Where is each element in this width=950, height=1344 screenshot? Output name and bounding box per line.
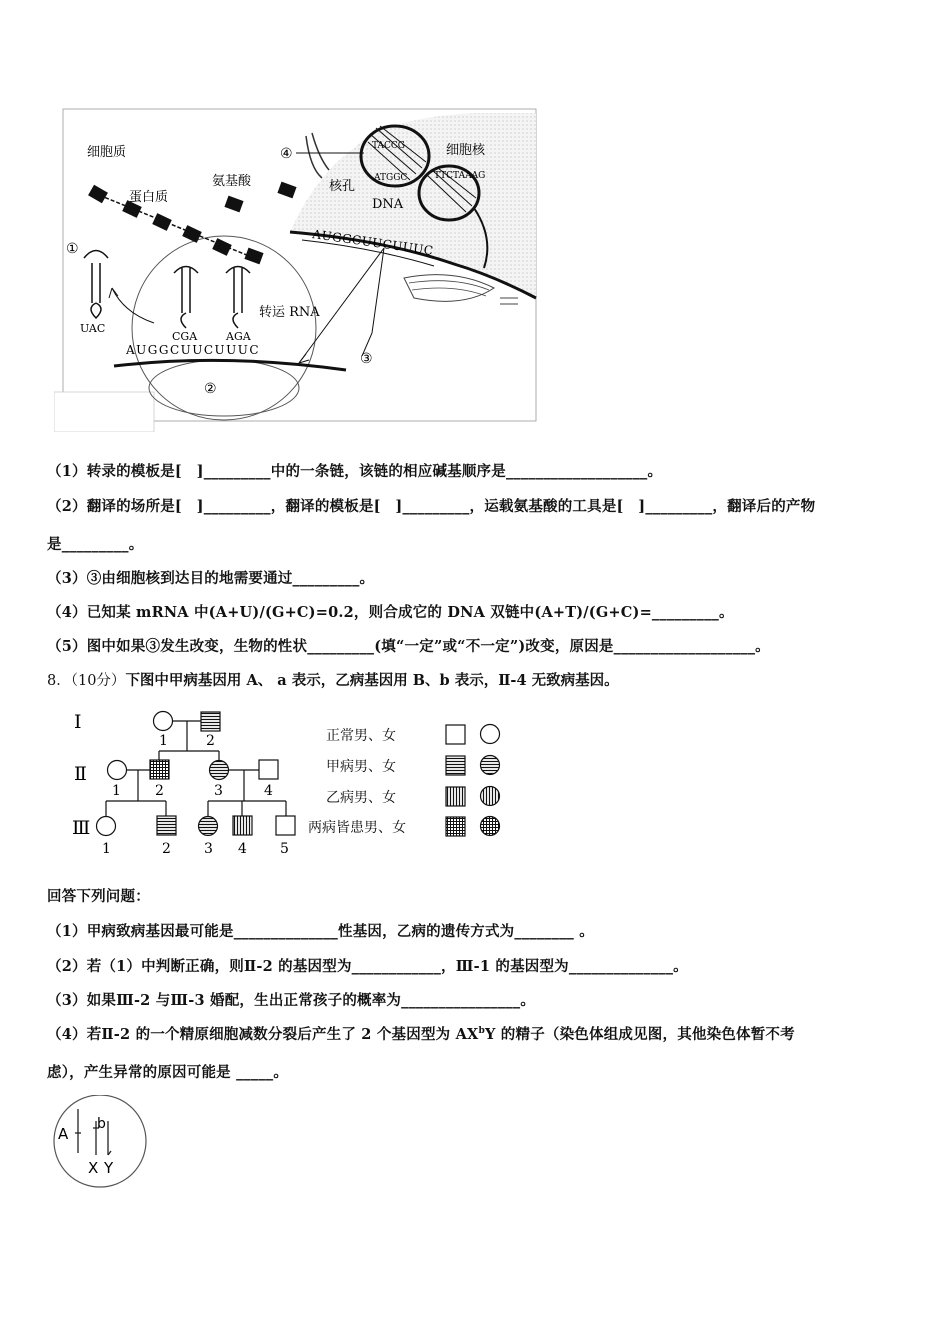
gen2-male-2 [150,760,169,779]
q8-number: 8．（10分） [47,673,126,689]
label-trna: 转运 RNA [259,305,320,320]
gen2-female-3 [210,761,229,780]
gen3-male-5 [276,816,295,835]
dna-bases-3: TTCTAAAG [434,171,486,181]
gen3-num-4: 4 [238,841,247,857]
gen1-female-1 [154,712,173,731]
gen-label-1: Ⅰ [74,711,82,733]
transcription-translation-figure [54,108,538,432]
gene-b-label: b [97,1116,106,1132]
gen2-num-4: 4 [264,783,273,799]
q8-sub4-sup: b [478,1026,485,1037]
legend-disease-a-female [481,756,500,775]
gene-a-label: A [58,1125,69,1143]
label-dna: DNA [372,197,404,212]
gen3-num-5: 5 [280,841,289,857]
gen3-female-1 [97,817,116,836]
q8-stem [47,669,619,690]
label-protein: 蛋白质 [129,190,169,205]
q7-sub2-cont: 是_________。 [47,536,144,553]
svg-text:AGA: AGA [226,330,251,343]
q8-sub4-cont: 虑），产生异常的原因可能是 _____。 [47,1064,289,1081]
q7-sub1: （1）转录的模板是[ ]_________中的一条链，该链的相应碱基顺序是___________________。 [47,463,663,480]
gen3-num-3: 3 [204,841,213,857]
gen2-female-1 [108,761,127,780]
legend-disease-a-male [446,756,465,775]
legend-both-male [446,817,465,836]
label-nucleus: 细胞核 [446,143,486,158]
q8-sub1: （1）甲病致病基因最可能是______________性基因，乙病的遗传方式为________ 。 [47,923,594,940]
gen1-male-2 [201,712,220,731]
gen1-num-1: 1 [159,733,168,749]
q8-stem-text: 下图中甲病基因用 A、 a 表示，乙病基因用 B、b 表示，Ⅱ-4 无致病基因。 [125,672,619,689]
legend-label-normal: 正常男、女 [326,728,396,744]
gen3-num-2: 2 [162,841,171,857]
mark-3: ③ [360,351,373,367]
gen3-num-1: 1 [102,841,111,857]
q8-sub4-part1: （4）若Ⅱ-2 的一个精原细胞减数分裂后产生了 2 个基因型为 AX [47,1026,479,1043]
gen2-num-1: 1 [112,783,121,799]
gen-label-2: Ⅱ [74,763,87,785]
q8-sub4-part2: Y 的精子（染色体组成见图，其他染色体暂不考 [485,1026,795,1043]
gen3-male-2 [157,816,176,835]
svg-text:CGA: CGA [172,330,198,343]
label-nuclear-pore: 核孔 [329,179,356,194]
legend-disease-b-female [481,787,500,806]
legend-both-female [481,817,500,836]
q7-sub2: （2）翻译的场所是[ ]_________，翻译的模板是[ ]_________，运载氨基酸的工具是[ ]_________，翻译后的产物 [47,498,816,515]
q8-sub3: （3）如果Ⅲ-2 与Ⅲ-3 婚配，生出正常孩子的概率为________________。 [47,992,536,1009]
label-amino-acid: 氨基酸 [212,174,252,189]
q7-sub5: （5）图中如果③发生改变，生物的性状_________(填“一定”或“不一定”)改变，原因是___________________。 [47,638,770,655]
q7-sub4: （4）已知某 mRNA 中(A+U)/(G+C)=0.2，则合成它的 DNA 双链中(A+T)/(G+C)=_________。 [47,604,734,621]
legend-normal-female [481,725,500,744]
mark-1: ① [66,241,79,257]
mark-2: ② [204,381,217,397]
gen3-male-4 [233,816,252,835]
gen2-male-4 [259,760,278,779]
gen-label-3: Ⅲ [72,817,91,839]
legend-label-both: 两病皆患男、女 [308,820,406,836]
svg-text:UAC: UAC [80,322,106,335]
dna-bases-2: ATGGC [374,173,408,183]
legend-normal-male [446,725,465,744]
mrna-cytoplasm: AUGGCUUCUUUC [126,343,261,357]
legend-label-disease-b: 乙病男、女 [326,790,396,806]
gen2-num-2: 2 [155,783,164,799]
legend-label-disease-a: 甲病男、女 [326,759,396,775]
mrna-nucleus: AUGGCUUCUUUC [311,227,435,258]
gen1-num-2: 2 [206,733,215,749]
dna-bases-1: TACCG [372,141,405,151]
label-cytoplasm: 细胞质 [87,145,127,160]
legend-disease-b-male [446,787,465,806]
chrom-x-label: X [88,1159,99,1177]
chrom-y-label: Y [104,1159,114,1177]
q7-sub3: （3）③由细胞核到达目的地需要通过_________。 [47,570,375,587]
q8-sub2: （2）若（1）中判断正确，则Ⅱ-2 的基因型为____________，Ⅲ-1 的基因型为______________。 [47,958,688,975]
q8-answer-intro: 回答下列问题： [47,888,150,905]
gen2-num-3: 3 [214,783,223,799]
q8-sub4 [47,1023,795,1044]
gen3-female-3 [199,817,218,836]
mark-4: ④ [280,146,293,162]
pedigree-chart [62,700,512,865]
sperm-cell-diagram [50,1095,160,1195]
